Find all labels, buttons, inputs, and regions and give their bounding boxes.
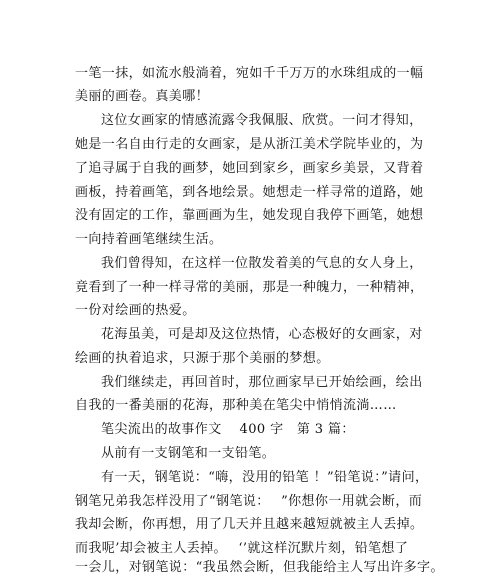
text-line: 没有固定的工作，靠画画为生，她发现自我停下画笔，她想 xyxy=(75,208,424,223)
text-line: 自我的一番美丽的花海，那种美在笔尖中悄悄流淌…… xyxy=(75,398,397,413)
text-line: 一份对绘画的热爱。 xyxy=(75,303,196,318)
text-line: 一笔一抹，如流水般淌着，宛如千千万万的水珠组成的一幅 xyxy=(75,66,424,81)
text-line: 花海虽美，可是却及这位热情，心态极好的女画家，对 xyxy=(101,327,423,342)
cut-off-line-container xyxy=(0,560,500,575)
text-line: 而我呢’却会被主人丢掉。 ‘’就这样沉默片刻，铅笔想了 xyxy=(75,541,409,556)
text-line: 有一天，钢笔说：“嗨，没用的铅笔 ！”铅笔说：”请问， xyxy=(101,470,429,485)
text-line: 从前有一支钢笔和一支铅笔。 xyxy=(101,446,276,461)
text-line: 一向持着画笔继续生活。 xyxy=(75,232,223,247)
text-line: 我却会断，你再想，用了几天并且越来越短就被主人丢掉。 xyxy=(75,517,424,532)
text-line: 画板，持着画笔，到各地绘景。她想走一样寻常的道路，她 xyxy=(75,185,424,200)
section-heading: 笔尖流出的故事作文 400 字 第 3 篇： xyxy=(101,422,355,437)
text-line: 竟看到了一种一样寻常的美丽，那是一种魄力，一种精神， xyxy=(75,280,424,295)
text-line: 钢笔兄弟我怎样没用了“钢笔说： ”你想你一用就会断，而 xyxy=(75,494,423,509)
text-line: 她是一名自由行走的女画家，是从浙江美术学院毕业的，为 xyxy=(75,137,424,152)
text-line: 美丽的画卷。真美哪！ xyxy=(75,89,210,104)
text-line: 了追寻属于自我的画梦，她回到家乡，画家乡美景，又背着 xyxy=(75,161,424,176)
text-line-cut-off: 一会儿，对钢笔说：“我虽然会断，但我能给主人写出许多字。 xyxy=(75,560,444,575)
text-line: 这位女画家的情感流露令我佩服、欣赏。一问才得知， xyxy=(101,113,423,128)
text-line: 我们继续走，再回首时，那位画家早已开始绘画，绘出 xyxy=(101,375,423,390)
text-line: 我们曾得知，在这样一位散发着美的气息的女人身上， xyxy=(101,256,423,271)
text-line: 绘画的执着追求，只源于那个美丽的梦想。 xyxy=(75,351,330,366)
